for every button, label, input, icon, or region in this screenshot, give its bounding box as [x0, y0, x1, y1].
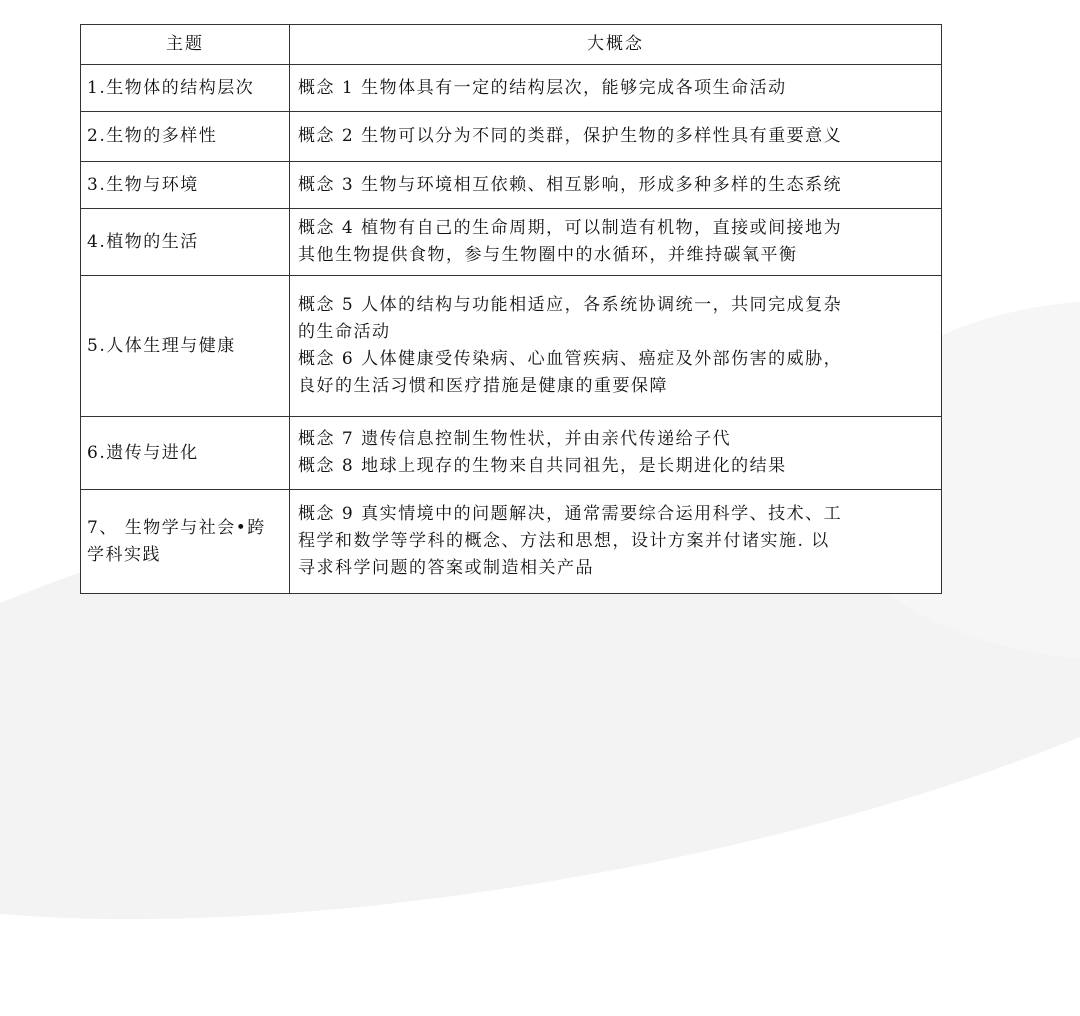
concept-cell — [290, 417, 942, 490]
concept-line: 寻求科学问题的答案或制造相关产品 — [298, 558, 594, 578]
topic-cell: 2.生物的多样性 — [81, 112, 290, 162]
table-row — [81, 65, 942, 112]
table-header-row — [81, 25, 942, 65]
concept-line: 良好的生活习惯和医疗措施是健康的重要保障 — [298, 376, 668, 396]
concept-cell — [290, 65, 942, 112]
concept-cell — [290, 209, 942, 276]
concept-cell — [290, 112, 942, 162]
table-row — [81, 417, 942, 490]
table-row — [81, 162, 942, 209]
concept-line: 概念 3 生物与环境相互依赖、相互影响，形成多种多样的生态系统 — [298, 174, 843, 195]
concept-line: 概念 5 人体的结构与功能相适应，各系统协调统一，共同完成复杂 — [298, 295, 843, 315]
topic-cell — [81, 490, 290, 594]
concept-line: 概念 9 真实情境中的问题解决，通常需要综合运用科学、技术、工 — [298, 504, 843, 524]
concept-line: 的生命活动 — [298, 322, 391, 342]
table-row — [81, 276, 942, 417]
concept-line: 概念 6 人体健康受传染病、心血管疾病、癌症及外部伤害的威胁， — [298, 349, 843, 369]
header-topic: 主题 — [81, 25, 290, 65]
concept-line: 概念 1 生物体具有一定的结构层次，能够完成各项生命活动 — [298, 77, 787, 98]
concept-line: 程学和数学等学科的概念、方法和思想，设计方案并付诸实施. 以 — [298, 531, 830, 551]
topic-cell: 6.遗传与进化 — [81, 417, 290, 490]
concept-cell — [290, 162, 942, 209]
concept-cell — [290, 276, 942, 417]
header-concept: 大概念 — [290, 25, 942, 65]
concept-table — [80, 24, 942, 594]
table-row — [81, 209, 942, 276]
concept-line: 概念 8 地球上现存的生物来自共同祖先，是长期进化的结果 — [298, 456, 787, 476]
topic-cell: 3.生物与环境 — [81, 162, 290, 209]
topic-cell: 1.生物体的结构层次 — [81, 65, 290, 112]
concept-line: 概念 7 遗传信息控制生物性状，并由亲代传递给子代 — [298, 429, 732, 449]
concept-line: 概念 2 生物可以分为不同的类群，保护生物的多样性具有重要意义 — [298, 126, 843, 146]
table-row — [81, 490, 942, 594]
topic-cell: 4.植物的生活 — [81, 209, 290, 276]
concept-cell — [290, 490, 942, 594]
topic-line: 7、 生物学与社会•跨 — [87, 517, 266, 538]
concept-line: 其他生物提供食物，参与生物圈中的水循环，并维持碳氧平衡 — [298, 245, 798, 265]
topic-line: 学科实践 — [87, 544, 161, 565]
topic-cell: 5.人体生理与健康 — [81, 276, 290, 417]
concept-line: 概念 4 植物有自己的生命周期，可以制造有机物，直接或间接地为 — [298, 218, 843, 238]
table-row — [81, 112, 942, 162]
